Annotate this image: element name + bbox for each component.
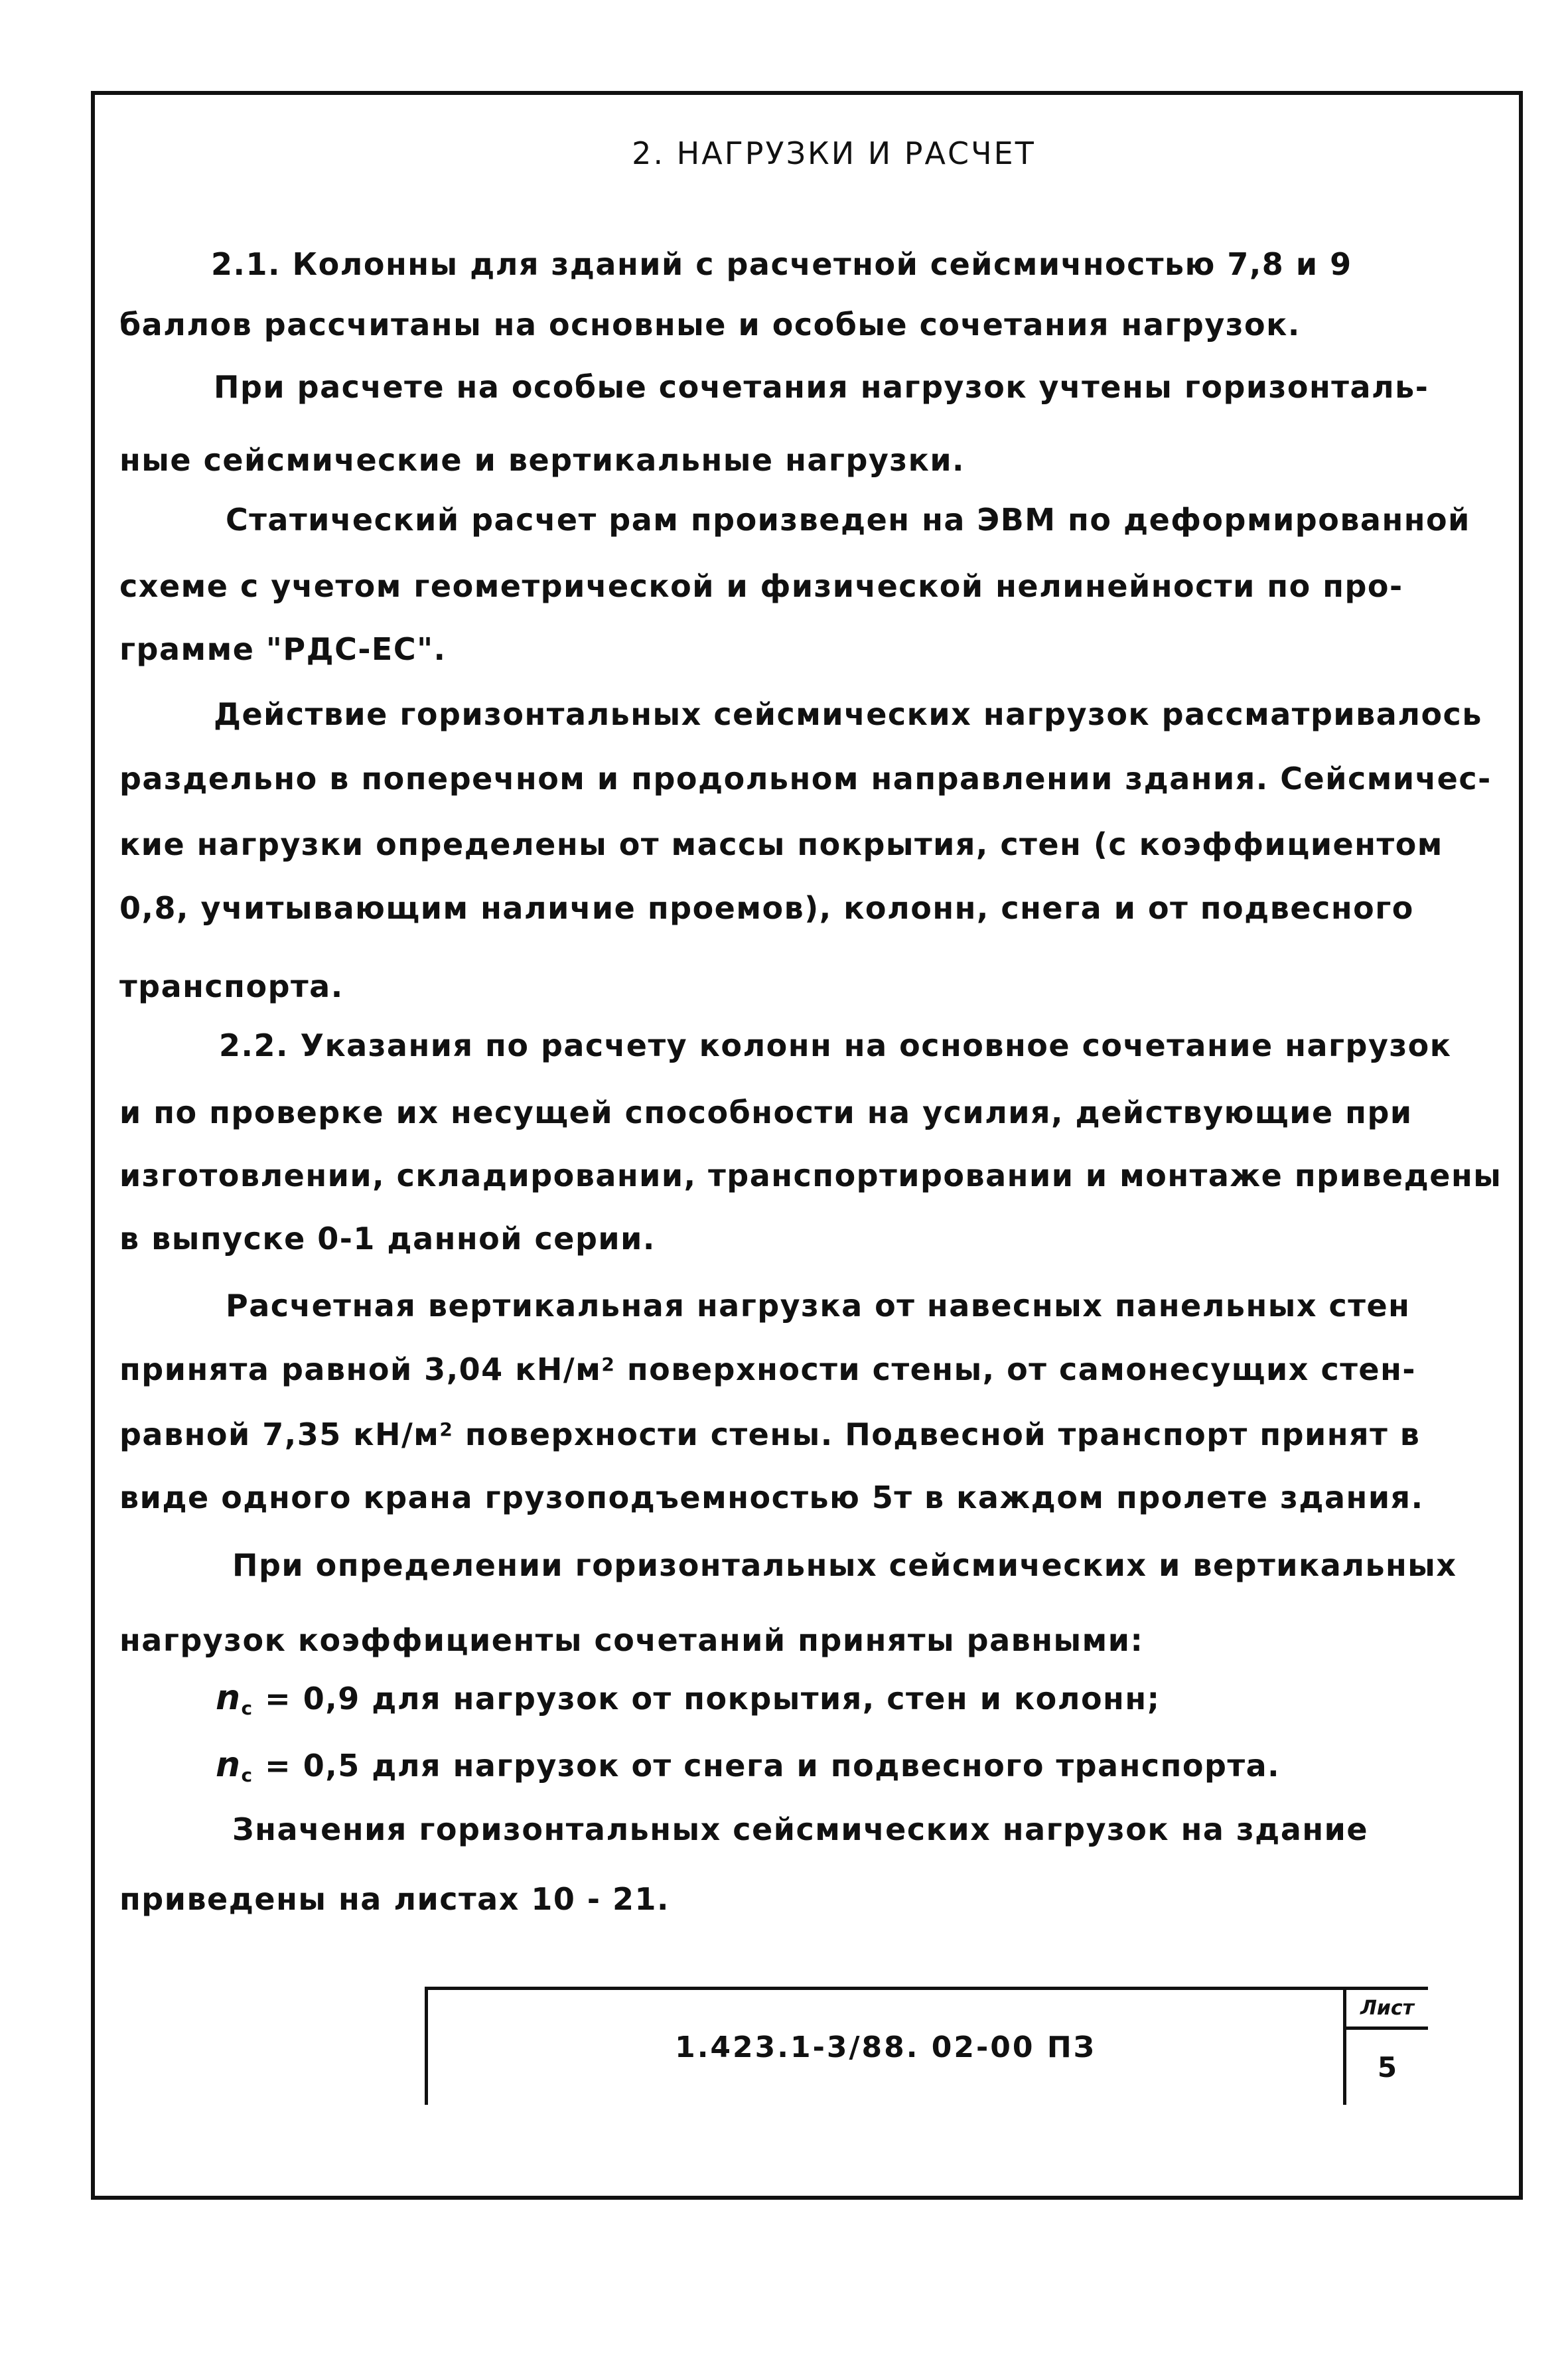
text-line: 0,8, учитывающим наличие проемов), колонн, снега и от подвесного <box>119 890 1414 926</box>
subscript-c: c <box>241 1697 253 1719</box>
text-line: приведены на листах 10 - 21. <box>119 1881 670 1917</box>
text-line: раздельно в поперечном и продольном направлении здания. Сейсмичес- <box>119 761 1492 797</box>
text-run: принята равной 3,04 кН/м <box>119 1351 602 1387</box>
text-line: грамме "РДС-ЕС". <box>119 631 447 667</box>
formula-line <box>216 1678 1161 1719</box>
formula-line <box>216 1745 1281 1786</box>
text-line: При определении горизонтальных сейсмических и вертикальных <box>232 1547 1457 1583</box>
text-run: = 0,9 для нагрузок от покрытия, стен и колонн; <box>253 1681 1161 1717</box>
text-line: в выпуске 0-1 данной серии. <box>119 1221 656 1257</box>
text-line: и по проверке их несущей способности на усилия, действующие при <box>119 1095 1413 1130</box>
variable-n: n <box>216 1678 242 1718</box>
subscript-c: c <box>241 1764 253 1786</box>
text-line: изготовлении, складировании, транспортировании и монтаже приведены <box>119 1158 1502 1193</box>
document-code: 1.423.1-3/88. 02-00 ПЗ <box>428 1990 1346 2105</box>
text-line: баллов рассчитаны на основные и особые сочетания нагрузок. <box>119 307 1301 343</box>
text-line <box>119 1416 1421 1452</box>
text-line: Значения горизонтальных сейсмических нагрузок на здание <box>232 1811 1369 1847</box>
text-run: равной 7,35 кН/м <box>119 1416 440 1452</box>
text-line: Статический расчет рам произведен на ЭВМ по деформированной <box>226 502 1470 538</box>
sheet-number: 5 <box>1377 2051 1397 2084</box>
text-line: Действие горизонтальных сейсмических нагрузок рассматривалось <box>214 696 1482 732</box>
text-line: нагрузок коэффициенты сочетаний приняты равными: <box>119 1622 1144 1658</box>
text-line <box>119 1351 1416 1387</box>
sheet-cell <box>1346 1990 1428 2105</box>
text-run: = 0,5 для нагрузок от снега и подвесного транспорта. <box>253 1748 1281 1784</box>
superscript-2: 2 <box>439 1418 454 1440</box>
section-title: 2. НАГРУЗКИ И РАСЧЕТ <box>632 135 1036 171</box>
text-line: 2.1. Колонны для зданий с расчетной сейсмичностью 7,8 и 9 <box>211 246 1352 282</box>
sheet-label: Лист <box>1346 1990 1428 2030</box>
text-line: кие нагрузки определены от массы покрытия, стен (с коэффициентом <box>119 826 1443 862</box>
text-line: ные сейсмические и вертикальные нагрузки. <box>119 442 965 478</box>
text-line: При расчете на особые сочетания нагрузок учтены горизонталь- <box>214 369 1429 405</box>
superscript-2: 2 <box>601 1353 616 1375</box>
text-line: транспорта. <box>119 968 344 1004</box>
text-line: Расчетная вертикальная нагрузка от навесных панельных стен <box>226 1288 1411 1324</box>
title-block <box>425 1987 1428 2105</box>
variable-n: n <box>216 1745 242 1785</box>
text-line: схеме с учетом геометрической и физической нелинейности по про- <box>119 568 1403 604</box>
text-run: поверхности стены. Подвесной транспорт принят в <box>453 1416 1421 1452</box>
text-line: виде одного крана грузоподъемностью 5т в каждом пролете здания. <box>119 1480 1424 1515</box>
text-line: 2.2. Указания по расчету колонн на основное сочетание нагрузок <box>219 1028 1452 1063</box>
text-run: поверхности стены, от самонесущих стен- <box>615 1351 1416 1387</box>
